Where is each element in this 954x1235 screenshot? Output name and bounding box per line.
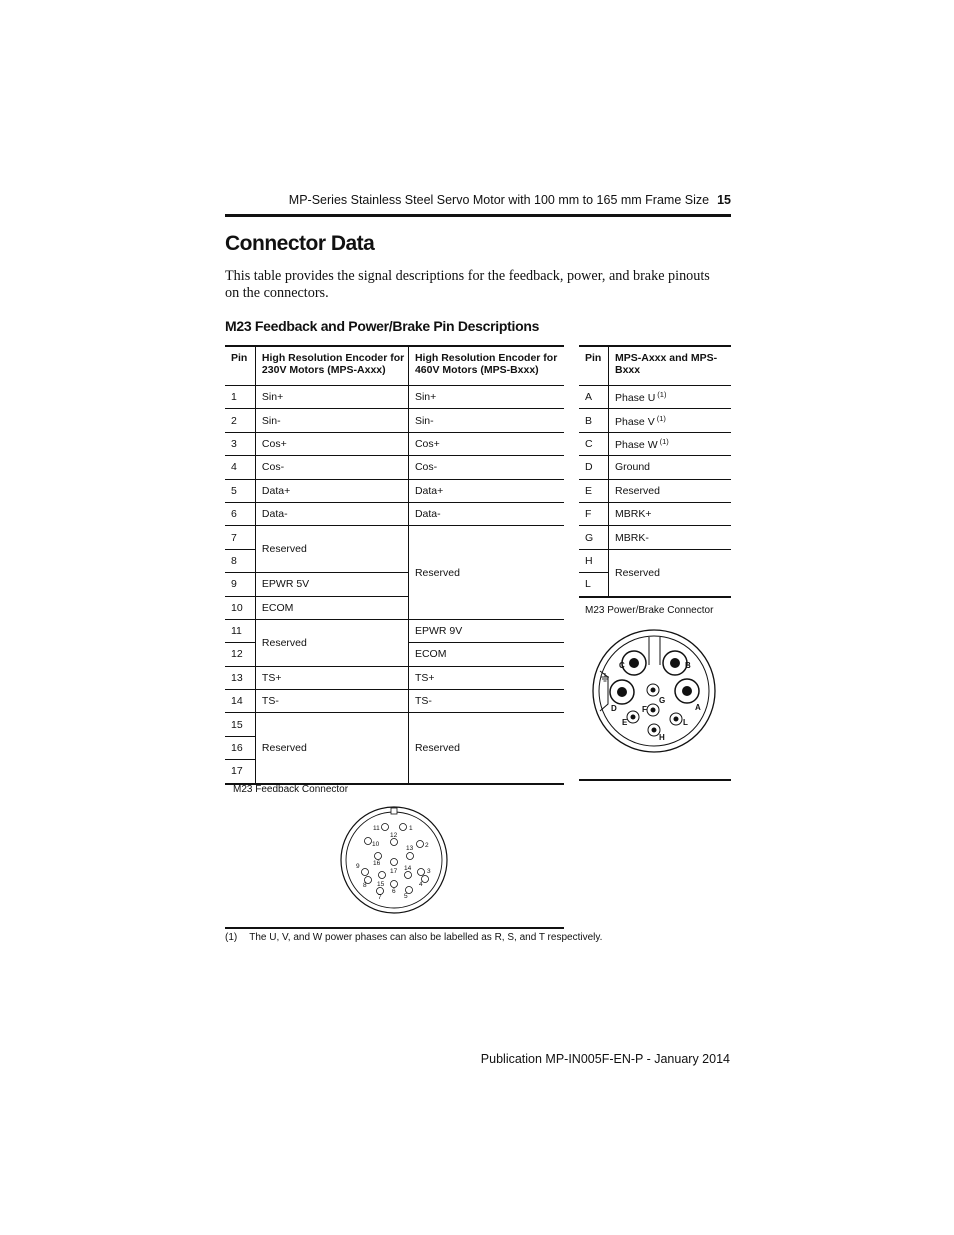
- signal-230v-cell: Cos+: [255, 432, 408, 455]
- table-header-row: [225, 346, 564, 386]
- pin-cell: 3: [225, 432, 255, 455]
- contact-3: [418, 869, 425, 876]
- contact-2: [417, 841, 424, 848]
- pin-cell: 1: [225, 386, 255, 409]
- connector-key: [391, 808, 397, 814]
- table-row: [225, 456, 564, 479]
- pin-cell: 13: [225, 666, 255, 689]
- pin-cell: 4: [225, 456, 255, 479]
- pin-cell: D: [579, 456, 609, 479]
- signal-cell: MBRK-: [609, 526, 732, 549]
- pin-label-b: B: [685, 661, 691, 670]
- feedback-connector-diagram: [338, 806, 450, 916]
- pin-label-l: L: [683, 718, 688, 727]
- pin-label-2: 2: [425, 842, 429, 849]
- signal-230v-cell: TS-: [255, 690, 408, 713]
- signal-460v-cell: Data-: [408, 502, 564, 525]
- header-rule: [225, 214, 731, 217]
- pin-cell: 2: [225, 409, 255, 432]
- contact-l: [670, 713, 682, 725]
- table-row: [225, 386, 564, 409]
- pin-label-14: 14: [404, 865, 412, 872]
- signal-460v-cell: Reserved: [408, 713, 564, 784]
- power-connector-label: M23 Power/Brake Connector: [585, 605, 714, 616]
- signal-cell: MBRK+: [609, 502, 732, 525]
- contact-e: [627, 711, 639, 723]
- footnote-ref: (1): [659, 436, 669, 446]
- feedback-pin-table: [225, 345, 564, 785]
- header-pin: Pin: [225, 346, 255, 386]
- page-number: 15: [717, 193, 731, 207]
- running-header: [225, 193, 731, 207]
- contact-6: [391, 881, 398, 888]
- table-caption: M23 Feedback and Power/Brake Pin Descriptions: [225, 318, 540, 334]
- contact-9: [362, 869, 369, 876]
- pin-cell: 9: [225, 573, 255, 596]
- pin-cell: 15: [225, 713, 255, 736]
- pin-label-e: E: [622, 718, 628, 727]
- feedback-section-rule: [225, 927, 564, 929]
- contact-c: [622, 651, 646, 675]
- contact-14: [405, 872, 412, 879]
- signal-text: Phase V: [615, 415, 655, 428]
- signal-cell: [609, 409, 732, 432]
- signal-230v-cell: Data+: [255, 479, 408, 502]
- contact-10: [365, 838, 372, 845]
- table-header-row: [579, 346, 731, 386]
- pin-cell: C: [579, 432, 609, 455]
- pin-label-3: 3: [427, 868, 431, 875]
- pin-label-17: 17: [390, 868, 398, 875]
- contact-b: [663, 651, 687, 675]
- signal-cell: Reserved: [609, 479, 732, 502]
- table-row: [579, 549, 731, 572]
- table-row: [579, 409, 731, 432]
- power-connector-diagram: [590, 629, 720, 754]
- pin-label-4: 4: [419, 881, 423, 888]
- signal-230v-cell: Reserved: [255, 619, 408, 666]
- signal-460v-cell: Data+: [408, 479, 564, 502]
- pin-label-c: C: [619, 661, 625, 670]
- contact-15: [379, 872, 386, 879]
- pin-label-g: G: [659, 696, 666, 705]
- running-title: MP-Series Stainless Steel Servo Motor with 100 mm to 165 mm Frame Size: [288, 193, 710, 207]
- table-row: [579, 526, 731, 549]
- signal-cell: Reserved: [609, 549, 732, 596]
- pin-label-11: 11: [373, 825, 380, 832]
- table-row: [225, 619, 564, 642]
- pin-label-1: 1: [409, 825, 413, 832]
- pin-label-10: 10: [372, 841, 380, 848]
- table-row: [225, 690, 564, 713]
- header-230v: High Resolution Encoder for 230V Motors (MPS-Axxx): [255, 346, 408, 386]
- contact-d: [610, 680, 634, 704]
- header-pin: Pin: [579, 346, 609, 386]
- footnote-ref: (1): [656, 413, 666, 423]
- signal-460v-cell: Cos-: [408, 456, 564, 479]
- signal-230v-cell: Sin-: [255, 409, 408, 432]
- signal-cell: [609, 386, 732, 409]
- pin-label-8: 8: [363, 882, 367, 889]
- pin-label-a: A: [695, 703, 701, 712]
- signal-230v-cell: EPWR 5V: [255, 573, 408, 596]
- pin-cell: A: [579, 386, 609, 409]
- pin-cell: F: [579, 502, 609, 525]
- signal-text: Phase U: [615, 392, 656, 405]
- contact-a: [675, 679, 699, 703]
- pin-label-13: 13: [406, 845, 414, 852]
- pin-cell: L: [579, 573, 609, 597]
- signal-230v-cell: Cos-: [255, 456, 408, 479]
- signal-230v-cell: Reserved: [255, 526, 408, 573]
- table-row: [225, 432, 564, 455]
- signal-460v-cell: Reserved: [408, 526, 564, 620]
- footnote-ref: (1): [657, 390, 667, 400]
- table-row: [225, 502, 564, 525]
- table-row: [579, 456, 731, 479]
- table-row: [579, 502, 731, 525]
- table-row: [225, 713, 564, 736]
- intro-paragraph: This table provides the signal descriptions for the feedback, power, and brake pinouts on the connectors.: [225, 268, 710, 301]
- pin-cell: E: [579, 479, 609, 502]
- table-row: [579, 386, 731, 409]
- pin-label-16: 16: [373, 860, 381, 867]
- pin-cell: 12: [225, 643, 255, 666]
- signal-460v-cell: TS-: [408, 690, 564, 713]
- pin-label-15: 15: [377, 881, 385, 888]
- pin-cell: 16: [225, 736, 255, 759]
- table-row: [225, 526, 564, 549]
- signal-230v-cell: Data-: [255, 502, 408, 525]
- signal-460v-cell: Sin+: [408, 386, 564, 409]
- table-row: [225, 666, 564, 689]
- signal-230v-cell: Sin+: [255, 386, 408, 409]
- power-section-rule: [579, 779, 731, 781]
- signal-460v-cell: TS+: [408, 666, 564, 689]
- table-row: [225, 409, 564, 432]
- signal-460v-cell: Cos+: [408, 432, 564, 455]
- pin-cell: 11: [225, 619, 255, 642]
- signal-cell: Ground: [609, 456, 732, 479]
- footnote: [225, 932, 602, 943]
- signal-460v-cell: ECOM: [408, 643, 564, 666]
- pin-label-6: 6: [392, 888, 396, 895]
- contact-f: [647, 684, 659, 696]
- contact-12: [391, 839, 398, 846]
- pin-label-h: H: [659, 733, 665, 742]
- header-motors: MPS-Axxx and MPS-Bxxx: [609, 346, 732, 386]
- contact-17: [391, 859, 398, 866]
- signal-230v-cell: Reserved: [255, 713, 408, 784]
- table-row: [225, 479, 564, 502]
- header-460v: High Resolution Encoder for 460V Motors (MPS-Bxxx): [408, 346, 564, 386]
- contact-11: [382, 824, 389, 831]
- pin-label-12: 12: [390, 832, 398, 839]
- footnote-marker: (1): [225, 932, 238, 943]
- pin-label-9: 9: [356, 863, 360, 870]
- signal-cell: [609, 432, 732, 455]
- pin-cell: 17: [225, 760, 255, 784]
- table-row: [579, 479, 731, 502]
- signal-230v-cell: TS+: [255, 666, 408, 689]
- footnote-text: The U, V, and W power phases can also be labelled as R, S, and T respectively.: [249, 932, 603, 943]
- pin-label-f: F: [642, 705, 647, 714]
- pin-cell: H: [579, 549, 609, 572]
- pin-label-d: D: [611, 704, 617, 713]
- power-brake-pin-table: [579, 345, 731, 598]
- pin-cell: 8: [225, 549, 255, 572]
- contact-13: [407, 853, 414, 860]
- signal-460v-cell: EPWR 9V: [408, 619, 564, 642]
- contact-1: [400, 824, 407, 831]
- signal-230v-cell: ECOM: [255, 596, 408, 619]
- pin-cell: 7: [225, 526, 255, 549]
- pin-cell: G: [579, 526, 609, 549]
- pin-label-7: 7: [378, 894, 382, 901]
- pin-cell: 6: [225, 502, 255, 525]
- publication-footer: Publication MP-IN005F-EN-P - January 2014: [480, 1052, 730, 1066]
- signal-text: Phase W: [615, 438, 658, 451]
- pin-cell: 10: [225, 596, 255, 619]
- pin-cell: 5: [225, 479, 255, 502]
- contact-16: [375, 853, 382, 860]
- feedback-connector-label: M23 Feedback Connector: [233, 784, 349, 795]
- pin-cell: B: [579, 409, 609, 432]
- section-title: Connector Data: [225, 232, 375, 255]
- pin-cell: 14: [225, 690, 255, 713]
- pin-label-5: 5: [404, 893, 408, 900]
- signal-460v-cell: Sin-: [408, 409, 564, 432]
- contact-g: [647, 704, 659, 716]
- table-row: [579, 432, 731, 455]
